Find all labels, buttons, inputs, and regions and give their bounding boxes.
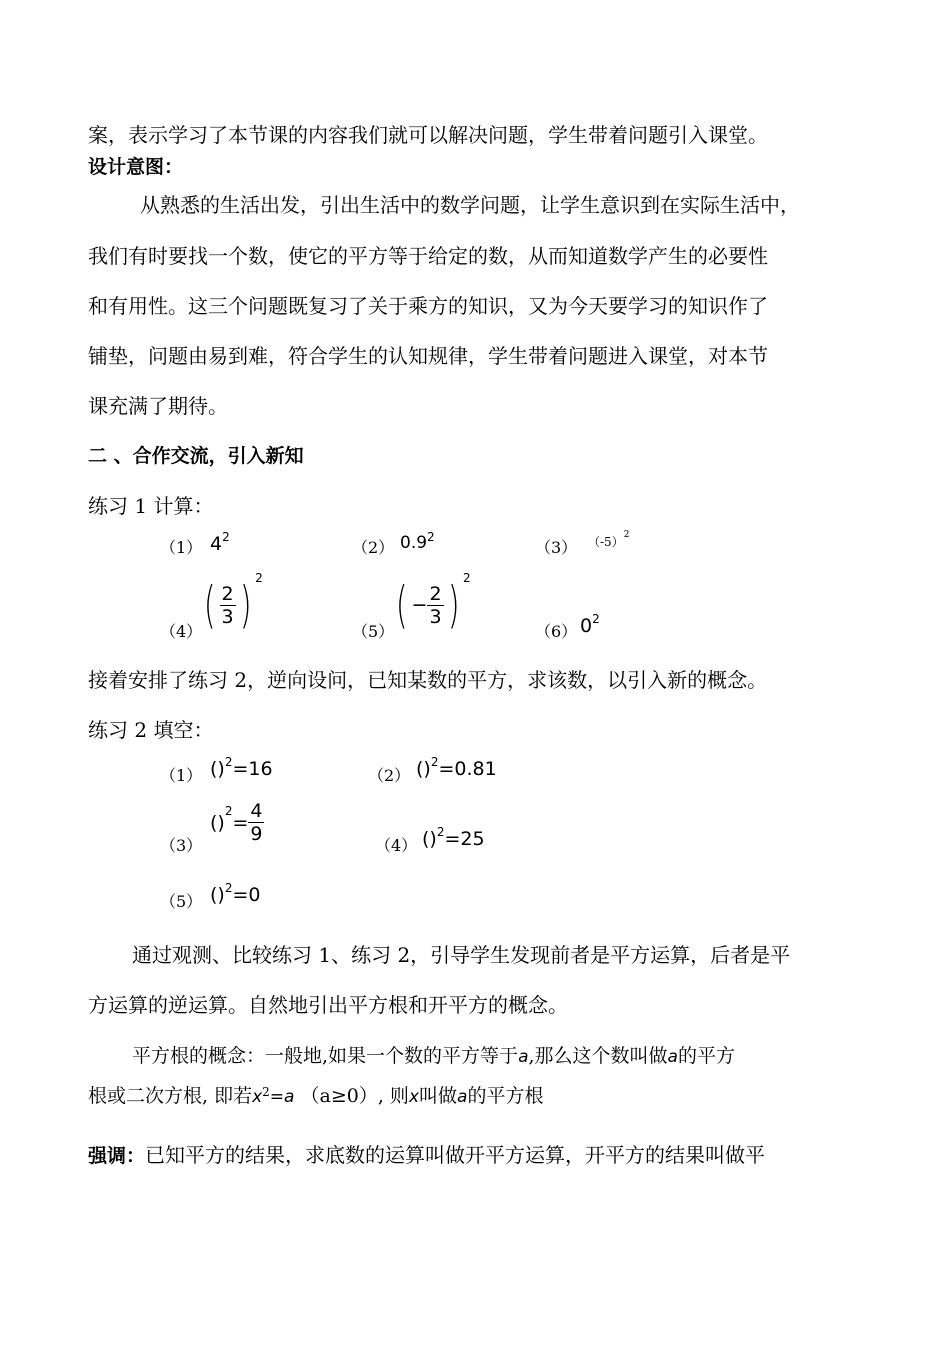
paragraph-line: 和有用性。这三个问题既复习了关于乘方的知识，又为今天要学习的知识作了 [88, 294, 768, 318]
item-label: （1） [160, 538, 203, 557]
math-expression: ()$^2$=16 [210, 755, 273, 780]
exercise-title: 练习 1 计算： [88, 494, 214, 518]
emphasis-text: 已知平方的结果，求底数的运算叫做开平方运算，开平方的结果叫做平 [145, 1143, 766, 1167]
item-label: （6） [535, 622, 578, 641]
text-line: 接着安排了练习 2，逆向设问，已知某数的平方，求该数，以引入新的概念。 [88, 668, 768, 692]
design-heading: 设计意图： [88, 156, 184, 178]
item-label: （3） [160, 836, 203, 855]
paragraph-line: 方运算的逆运算。自然地引出平方根和开平方的概念。 [88, 993, 568, 1017]
math-fraction-power: ( $\frac{2}{3}$ ) $^2$ [203, 571, 263, 634]
item-label: （2） [352, 538, 395, 557]
item-label: （4） [160, 622, 203, 641]
math-expression: () $^2$ = $\frac{4}{9}$ [210, 800, 263, 845]
emphasis-line [88, 1142, 765, 1169]
math-expression: $4^2$ [210, 530, 230, 555]
paragraph-line: 课充满了期待。 [88, 394, 228, 418]
item-label: （4） [375, 836, 418, 855]
text-line: 案，表示学习了本节课的内容我们就可以解决问题，学生带着问题引入课堂。 [88, 123, 768, 147]
math-expression: $(-5)^2$ [588, 530, 630, 549]
definition-line: 根或二次方根, 即若$x^2=a$ （a≥0）, 则x叫做a的平方根 [88, 1085, 544, 1107]
paragraph-line: 通过观测、比较练习 1、练习 2，引导学生发现前者是平方运算，后者是平 [132, 943, 791, 967]
emphasis-label: 强调： [88, 1145, 146, 1167]
item-label: （1） [160, 766, 203, 785]
math-fraction-power: ( − $\frac{2}{3}$ ) $^2$ [395, 571, 471, 634]
section-heading: 二 、合作交流，引入新知 [88, 445, 304, 467]
exercise-title: 练习 2 填空： [88, 718, 214, 742]
item-label: （5） [352, 622, 395, 641]
item-label: （2） [368, 766, 411, 785]
paragraph-line: 铺垫，问题由易到难，符合学生的认知规律，学生带着问题进入课堂，对本节 [88, 344, 768, 368]
item-label: （5） [160, 892, 203, 911]
paragraph-line: 从熟悉的生活出发，引出生活中的数学问题，让学生意识到在实际生活中， [140, 193, 800, 217]
definition-line: 平方根的概念：一般地,如果一个数的平方等于a,那么这个数叫做a的平方 [132, 1045, 735, 1067]
item-label: （3） [535, 538, 578, 557]
math-expression: ()$^2$=25 [422, 825, 485, 850]
math-expression: ()$^2$=0 [210, 881, 261, 906]
math-expression: $0.9^2$ [400, 530, 435, 553]
math-expression: $0^2$ [580, 612, 600, 637]
paragraph-line: 我们有时要找一个数，使它的平方等于给定的数，从而知道数学产生的必要性 [88, 244, 768, 268]
math-expression: ()$^2$=0.81 [416, 755, 497, 780]
